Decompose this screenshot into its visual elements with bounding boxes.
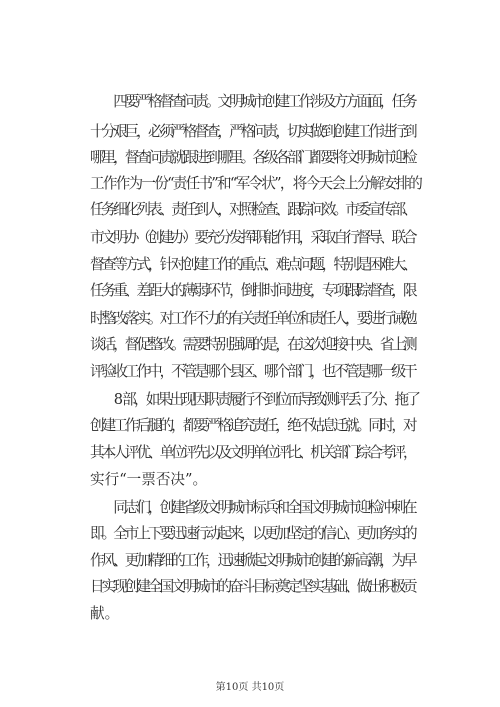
- paragraph-3-line-1: 同志们，创建省级文明城市标兵和全国文明城市迎检冲刺在: [90, 499, 415, 516]
- paragraph-2-line-2: 创建工作后腿的，都要严格追究责任，绝不姑息迁就。同时，对: [90, 417, 415, 434]
- paragraph-1-line-2: 十分艰巨，必须严格督查，严格问责，切实做到创建工作进行到: [90, 123, 415, 140]
- paragraph-1-line-7: 督查等方式，针对创建工作的重点、难点问题，特别是困难大、: [90, 256, 415, 273]
- paragraph-1-line-5: 任务细化列表、责任到人，对照检查、跟踪问效。市委宣传部、: [90, 201, 415, 218]
- paragraph-3-line-2: 即。全市上下要迅速行动起来，以更加坚定的信心、更加务实的: [90, 525, 415, 542]
- page-number-footer: 第10页 共10页: [215, 682, 285, 693]
- paragraph-1-line-9: 时整改落实。对工作不力的有关责任单位和责任人，要进行诫勉: [90, 310, 415, 327]
- paragraph-1-line-1: 四要严格督查问责。文明城市创建工作涉及方方面面，任务: [90, 93, 415, 110]
- paragraph-1-line-6: 市文明办（创建办）要充分发挥职能作用，采取自行督导、联合: [90, 229, 415, 246]
- paragraph-3-line-3: 作风、更加精细的工作，迅速掀起文明城市创建的新高潮，为早: [90, 552, 415, 569]
- paragraph-3-line-4: 日实现创建全国文明城市的奋斗目标奠定坚实基础、做出积极贡: [90, 578, 415, 595]
- paragraph-2-line-1: 8 部，如果出现因职责履行不到位而导致测评丢了分、拖了: [90, 391, 419, 408]
- paragraph-1-line-10: 谈话，督促整改。需要特别强调的是，在这次迎接中央、省上测: [90, 336, 415, 353]
- paragraph-1-line-3: 哪里，督查问责就跟进到哪里。各级各部门都要将文明城市迎检: [90, 149, 415, 166]
- paragraph-2-line-3: 其本人评优、单位评先以及文明单位评比、机关部门综合考评，: [90, 444, 415, 461]
- paragraph-1-line-4: 工作作为一份“责任书”和“军令状”，将今天会上分解安排的: [90, 175, 422, 192]
- paragraph-3-line-5: 献。: [90, 605, 120, 622]
- paragraph-1-line-8: 任务重、差距大的薄弱环节，倒排时间进度，专项跟踪督查，限: [90, 282, 415, 299]
- paragraph-1-line-11: 评验收工作中，不管是哪个县区、哪个部门，也不管是哪一级干: [90, 363, 415, 380]
- paragraph-2-line-4: 实行“一票否决”。: [90, 471, 208, 488]
